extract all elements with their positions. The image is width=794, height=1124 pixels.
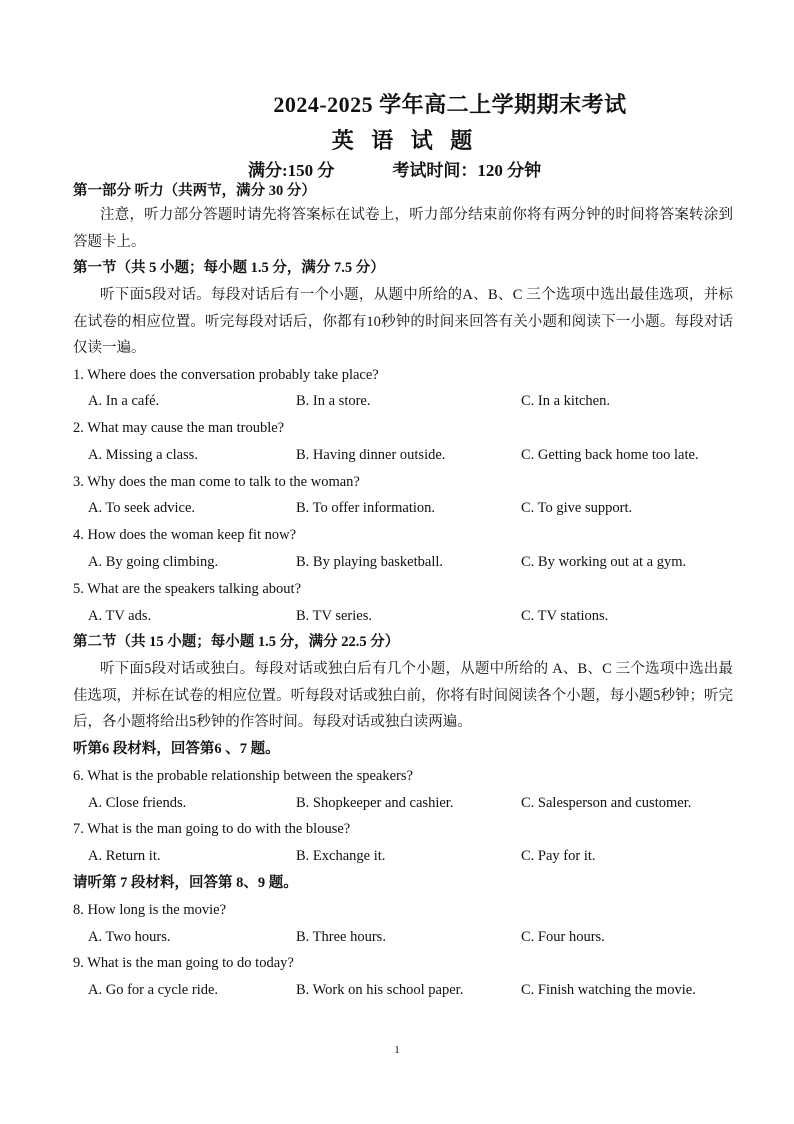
page-number: 1 xyxy=(394,1044,400,1056)
section1-instructions: 听下面5段对话。每段对话后有一个小题，从题中所给的A、B、C 三个选项中选出最佳选项，并标在试卷的相应位置。听完每段对话后，你都有10秒钟的时间来回答有关小题和阅读下一小题。每段对话仅读一遍。 xyxy=(73,287,733,356)
option-6b: B. Shopkeeper and cashier. xyxy=(296,794,454,811)
options-3 xyxy=(73,495,733,522)
option-9a: A. Go for a cycle ride. xyxy=(88,982,219,999)
option-2b: B. Having dinner outside. xyxy=(296,446,446,463)
question-4: 4. How does the woman keep fit now? xyxy=(73,527,297,544)
option-9b: B. Work on his school paper. xyxy=(296,982,464,999)
exam-title: 2024-2025 学年高二上学期期末考试 xyxy=(273,92,627,117)
option-7c: C. Pay for it. xyxy=(521,848,596,865)
option-1c: C. In a kitchen. xyxy=(521,393,610,410)
option-1a: A. In a café. xyxy=(88,393,160,410)
option-8a: A. Two hours. xyxy=(88,928,171,945)
section2-heading: 第二节（共 15 小题；每小题 1.5 分，满分 22.5 分） xyxy=(73,634,400,651)
option-4b: B. By playing basketball. xyxy=(296,554,443,571)
section1-heading: 第一节（共 5 小题；每小题 1.5 分，满分 7.5 分） xyxy=(73,260,385,276)
options-4 xyxy=(73,549,733,576)
option-1b: B. In a store. xyxy=(296,393,371,410)
question-7: 7. What is the man going to do with the blouse? xyxy=(73,821,351,838)
option-5c: C. TV stations. xyxy=(521,607,609,624)
option-4a: A. By going climbing. xyxy=(88,554,219,571)
section2-instructions: 听下面5段对话或独白。每段对话或独白后有几个小题，从题中所给的 A、B、C 三个选项中选出最佳选项，并标在试卷的相应位置。听每段对话或独白前，你将有时间阅读各个小题，每小题5秒钟；听完后，各小题将给出5秒钟的作答时间。每段对话或独白读两遍。 xyxy=(73,661,733,731)
options-2 xyxy=(73,442,733,469)
question-5: 5. What are the speakers talking about? xyxy=(73,580,302,597)
option-4c: C. By working out at a gym. xyxy=(521,554,687,571)
option-3c: C. To give support. xyxy=(521,500,633,517)
question-8: 8. How long is the movie? xyxy=(73,901,227,918)
option-6c: C. Salesperson and customer. xyxy=(521,794,692,811)
option-8c: C. Four hours. xyxy=(521,928,605,945)
subject-title: 英 语 试 题 xyxy=(331,128,479,153)
option-8b: B. Three hours. xyxy=(296,928,386,945)
options-9 xyxy=(73,977,733,1004)
option-7a: A. Return it. xyxy=(88,848,161,865)
full-score: 满分:150 分 xyxy=(248,161,335,180)
option-2c: C. Getting back home too late. xyxy=(521,446,699,463)
options-7 xyxy=(73,843,733,870)
question-6: 6. What is the probable relationship between the speakers? xyxy=(73,767,413,784)
part1-note: 注意，听力部分答题时请先将答案标在试卷上，听力部分结束前你将有两分钟的时间将答案转涂到答题卡上。 xyxy=(73,207,733,250)
exam-time: 考试时间：120 分钟 xyxy=(392,161,542,180)
options-1 xyxy=(73,388,733,415)
question-9: 9. What is the man going to do today? xyxy=(73,955,294,972)
option-3a: A. To seek advice. xyxy=(88,500,196,517)
option-9c: C. Finish watching the movie. xyxy=(521,982,696,999)
option-3b: B. To offer information. xyxy=(296,500,435,517)
exam-content xyxy=(73,180,733,1004)
option-7b: B. Exchange it. xyxy=(296,848,386,865)
option-5b: B. TV series. xyxy=(296,607,372,624)
question-3: 3. Why does the man come to talk to the woman? xyxy=(73,473,360,490)
material-7-heading: 请听第 7 段材料，回答第 8、9 题。 xyxy=(73,874,298,891)
exam-meta xyxy=(248,156,648,181)
options-5 xyxy=(73,603,733,630)
option-2a: A. Missing a class. xyxy=(88,446,198,463)
question-1: 1. Where does the conversation probably take place? xyxy=(73,366,379,383)
option-5a: A. TV ads. xyxy=(88,607,152,624)
question-2: 2. What may cause the man trouble? xyxy=(73,420,285,437)
options-8 xyxy=(73,924,733,951)
material-6-heading: 听第6 段材料，回答第6 、7 题。 xyxy=(73,740,280,757)
option-6a: A. Close friends. xyxy=(88,794,187,811)
part1-heading: 第一部分 听力（共两节，满分 30 分） xyxy=(73,183,316,199)
options-6 xyxy=(73,790,733,817)
